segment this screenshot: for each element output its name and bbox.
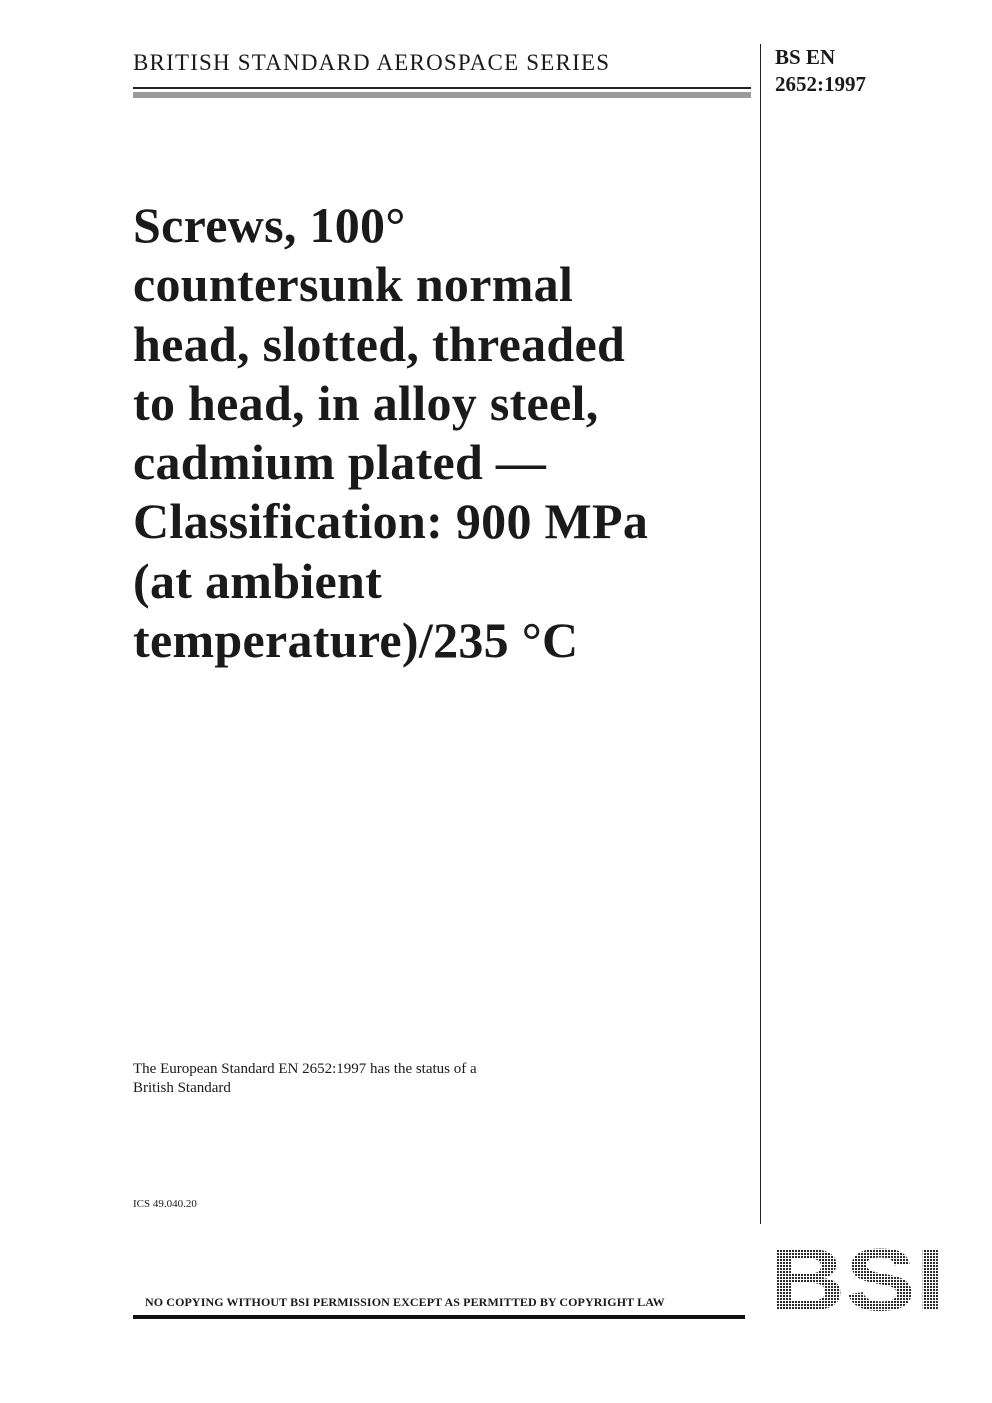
title-line: Screws, 100° [133,197,406,253]
title-line: head, slotted, threaded [133,315,626,372]
status-note-line1: The European Standard EN 2652:1997 has the status of a [133,1061,477,1077]
bsi-logo [768,1244,946,1314]
header-rule [133,87,751,89]
status-note-line2: British Standard [133,1080,231,1096]
title-line: to head, in alloy steel, [133,374,599,431]
doc-ref-line1: BS EN [775,45,836,69]
series-title: BRITISH STANDARD AEROSPACE SERIES [133,50,611,75]
vertical-divider [760,44,761,1224]
title-line: Classification: 900 MPa [133,493,649,550]
copyright-notice: NO COPYING WITHOUT BSI PERMISSION EXCEPT AS PERMITTED BY COPYRIGHT LAW [145,1295,665,1309]
title-line: temperature)/235 °C [133,612,579,669]
title-line: (at ambient [133,552,383,609]
title-line: cadmium plated — [133,434,547,491]
footer-rule [133,1315,745,1319]
ics-code: ICS 49.040.20 [133,1198,197,1210]
doc-ref-line2: 2652:1997 [775,72,866,96]
document-reference [775,44,866,98]
title-line: countersunk normal [133,256,574,313]
status-note [133,1060,477,1098]
document-title [133,196,753,670]
header-rule-grey [133,92,751,98]
